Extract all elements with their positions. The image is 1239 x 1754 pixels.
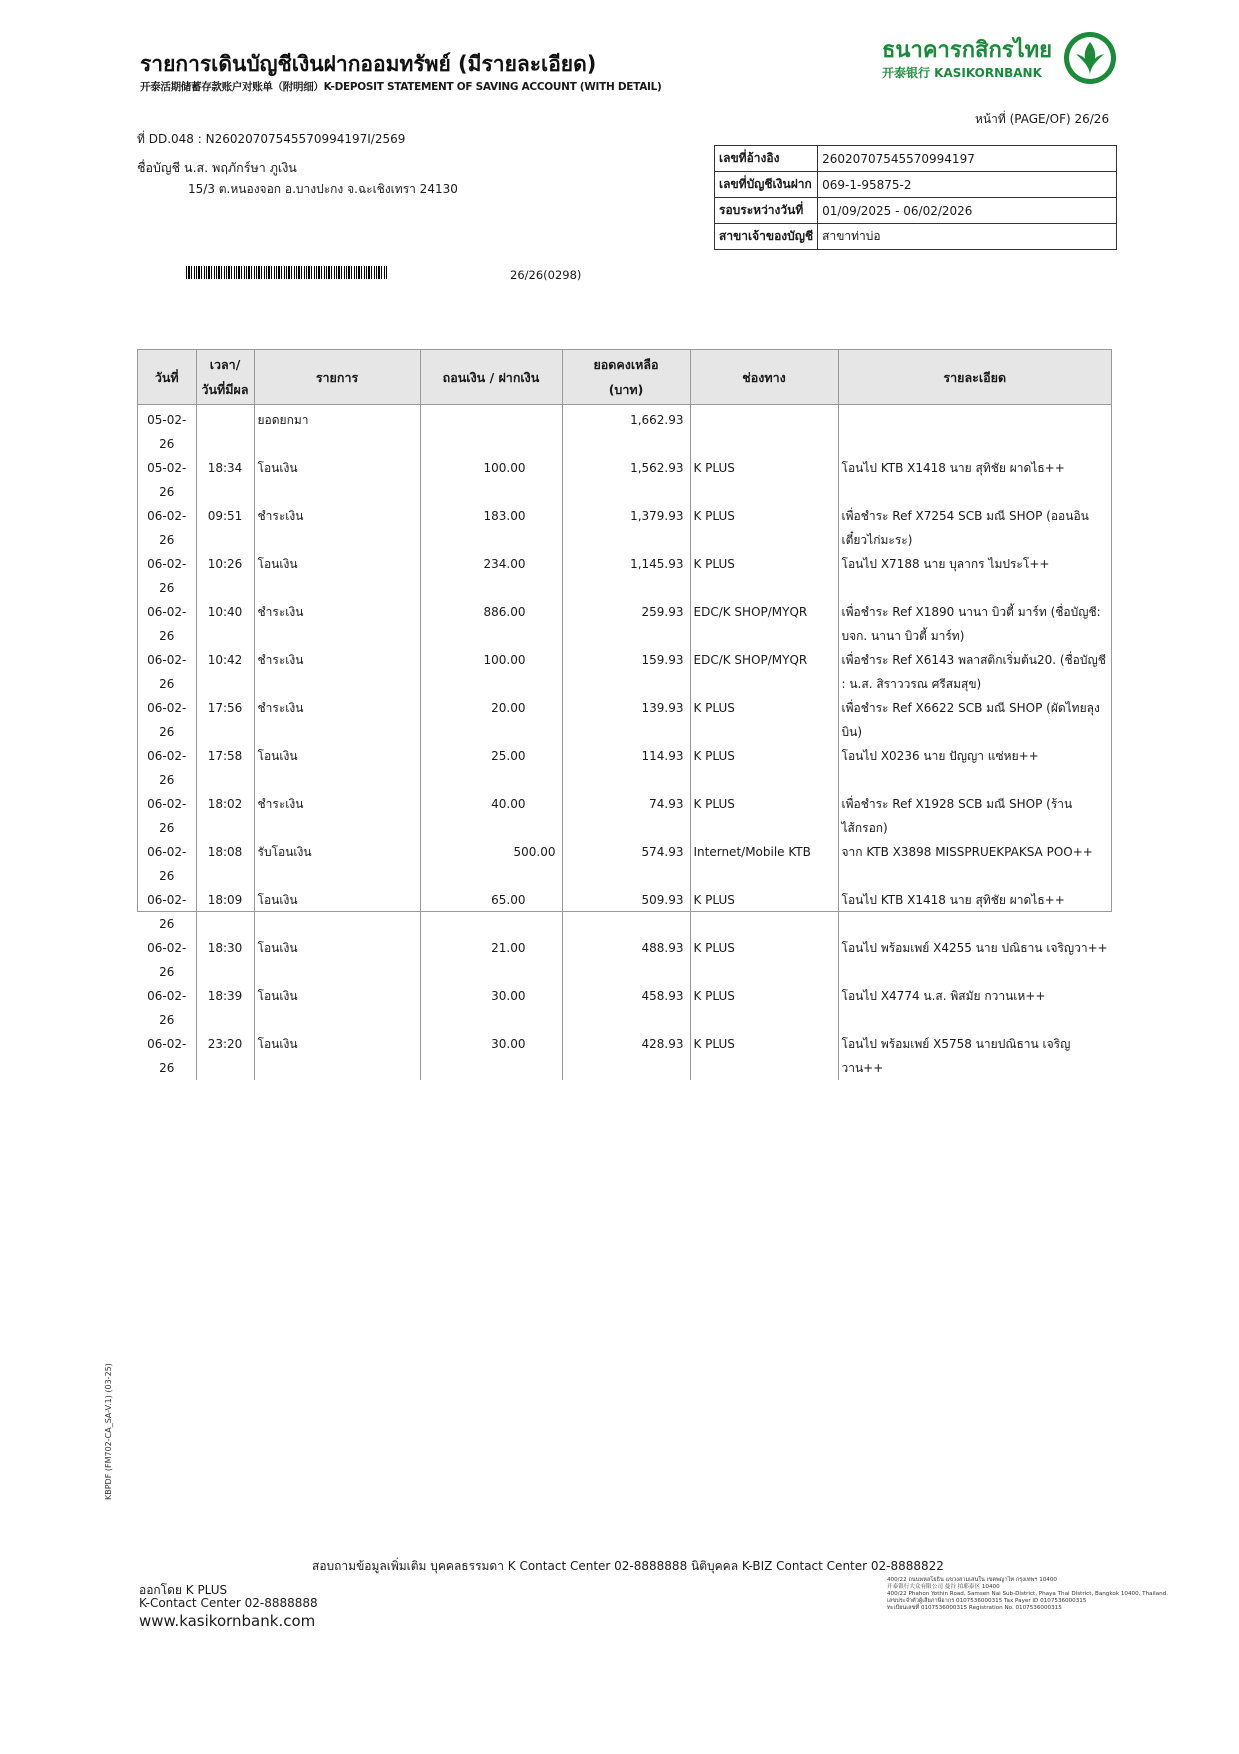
row-item: ชำระเงิน (254, 696, 420, 744)
bank-address-line: 400/22 Phahon Yothin Road, Samsen Nai Sub-District, Phaya Thai District, Bangkok 10400, Thailand. (887, 1591, 1168, 1597)
row-balance: 1,562.93 (562, 456, 690, 504)
row-item: ชำระเงิน (254, 504, 420, 552)
row-balance: 159.93 (562, 648, 690, 696)
page-number: หน้าที่ (PAGE/OF) 26/26 (975, 112, 1110, 126)
row-item: ยอดยกมา (254, 405, 420, 457)
info-row (715, 198, 1117, 224)
row-item: โอนเงิน (254, 1032, 420, 1080)
row-time: 18:30 (196, 936, 254, 984)
bank-address-line: 开泰银行大众有限公司 曼谷 拍耶泰区 10400 (887, 1584, 1000, 1590)
row-item: ชำระเงิน (254, 792, 420, 840)
row-channel: EDC/K SHOP/MYQR (690, 600, 838, 648)
row-item: รับโอนเงิน (254, 840, 420, 888)
account-name: ชื่อบัญชี น.ส. พฤภักร์ษา ภูเงิน (137, 160, 297, 175)
row-date: 06-02-26 (138, 552, 196, 600)
logo-text-en: 开泰银行 KASIKORNBANK (882, 66, 1042, 80)
row-amount: 183.00 (420, 504, 562, 552)
row-balance: 509.93 (562, 888, 690, 936)
column-header-detail: รายละเอียด (838, 350, 1111, 405)
row-amount: 100.00 (420, 456, 562, 504)
table-row (138, 648, 1111, 696)
row-item: โอนเงิน (254, 936, 420, 984)
info-value: 069-1-95875-2 (818, 172, 1117, 198)
row-item: โอนเงิน (254, 456, 420, 504)
table-row (138, 552, 1111, 600)
row-balance: 139.93 (562, 696, 690, 744)
row-channel: K PLUS (690, 552, 838, 600)
row-channel: K PLUS (690, 936, 838, 984)
row-channel: K PLUS (690, 456, 838, 504)
form-code: KBPDF (FM702-CA_SA-V.1) (03-25) (104, 1363, 113, 1500)
bank-address-line: เลขประจำตัวผู้เสียภาษีอากร 0107536000315 Tax Payer ID 0107536000315 (887, 1598, 1087, 1604)
row-date: 05-02-26 (138, 405, 196, 457)
row-time: 17:58 (196, 744, 254, 792)
row-balance: 1,662.93 (562, 405, 690, 457)
info-row (715, 224, 1117, 250)
info-row (715, 146, 1117, 172)
table-row (138, 405, 1111, 457)
info-row (715, 172, 1117, 198)
row-time: 23:20 (196, 1032, 254, 1080)
row-time: 18:39 (196, 984, 254, 1032)
table-row (138, 600, 1111, 648)
header-balance-line2: (บาท) (608, 382, 644, 397)
row-amount: 30.00 (420, 984, 562, 1032)
info-label: เลขที่อ้างอิง (715, 146, 818, 172)
statement-subtitle: 开泰活期储蓄存款账户对账单（附明细）K-DEPOSIT STATEMENT OF SAVING ACCOUNT (WITH DETAIL) (140, 81, 662, 93)
row-amount: 234.00 (420, 552, 562, 600)
row-date: 06-02-26 (138, 696, 196, 744)
column-header-channel: ช่องทาง (690, 350, 838, 405)
info-value: สาขาท่าบ่อ (818, 224, 1117, 250)
row-amount: 65.00 (420, 888, 562, 936)
info-label: เลขที่บัญชีเงินฝาก (715, 172, 818, 198)
table-row (138, 456, 1111, 504)
row-balance: 74.93 (562, 792, 690, 840)
info-label: สาขาเจ้าของบัญชี (715, 224, 818, 250)
row-detail: โอนไป X0236 นาย ปัญญา แซ่หย++ (841, 749, 1039, 763)
row-balance: 574.93 (562, 840, 690, 888)
kasikornbank-logo (882, 30, 1122, 90)
bank-address-line: ทะเบียนเลขที่ 0107536000315 Registration No. 0107536000315 (887, 1605, 1062, 1611)
bank-leaf-icon (1062, 30, 1118, 86)
row-detail: เพื่อชำระ Ref X6622 SCB มณี SHOP (ผัดไทยลุงบิน) (841, 701, 1100, 739)
issued-by: ออกโดย K PLUS (139, 1583, 228, 1597)
logo-text-th: ธนาคารกสิกรไทย (882, 38, 1053, 63)
row-channel: K PLUS (690, 504, 838, 552)
row-item: โอนเงิน (254, 888, 420, 936)
bank-address-line: 400/22 ถนนพหลโยธิน แขวงสามเสนใน เขตพญาไท กรุงเทพฯ 10400 (887, 1577, 1057, 1583)
row-channel (690, 405, 838, 457)
row-time: 18:08 (196, 840, 254, 888)
row-time: 18:34 (196, 456, 254, 504)
row-date: 06-02-26 (138, 840, 196, 888)
row-date: 06-02-26 (138, 744, 196, 792)
row-channel: K PLUS (690, 792, 838, 840)
table-row (138, 792, 1111, 840)
row-date: 05-02-26 (138, 456, 196, 504)
row-amount: 20.00 (420, 696, 562, 744)
row-detail: เพื่อชำระ Ref X7254 SCB มณี SHOP (ออนอินเตี๋ยวไก่มะระ) (841, 509, 1089, 547)
row-detail: โอนไป พร้อมเพย์ X5758 นายปณิธาน เจริญวาน++ (841, 1037, 1071, 1075)
barcode (186, 266, 388, 279)
column-header-date: วันที่ (138, 350, 196, 405)
column-header-amount: ถอนเงิน / ฝากเงิน (420, 350, 562, 405)
info-value: 26020707545570994197 (818, 146, 1117, 172)
row-balance: 458.93 (562, 984, 690, 1032)
row-amount: 25.00 (420, 744, 562, 792)
table-row (138, 504, 1111, 552)
column-header-balance (562, 350, 690, 405)
row-time (196, 405, 254, 457)
row-time: 18:02 (196, 792, 254, 840)
row-channel: K PLUS (690, 984, 838, 1032)
table-row (138, 984, 1111, 1032)
row-amount: 21.00 (420, 936, 562, 984)
row-balance: 259.93 (562, 600, 690, 648)
info-value: 01/09/2025 - 06/02/2026 (818, 198, 1117, 224)
row-time: 18:09 (196, 888, 254, 936)
row-date: 06-02-26 (138, 648, 196, 696)
header-balance-line1: ยอดคงเหลือ (593, 357, 659, 372)
row-detail: เพื่อชำระ Ref X1890 นานา บิวตี้ มาร์ท (ชื่อบัญชี: บจก. นานา บิวตี้ มาร์ท) (841, 605, 1101, 643)
contact-info: สอบถามข้อมูลเพิ่มเติม บุคคลธรรมดา K Contact Center 02-8888888 นิติบุคคล K-BIZ Contact Center 02-8888822 (312, 1559, 944, 1573)
row-amount: 100.00 (420, 648, 562, 696)
row-balance: 114.93 (562, 744, 690, 792)
document-reference: ที่ DD.048 : N26020707545570994197I/2569 (137, 132, 406, 146)
account-address: 15/3 ต.หนองจอก อ.บางปะกง จ.ฉะเชิงเทรา 24130 (188, 182, 458, 196)
row-item: โอนเงิน (254, 984, 420, 1032)
row-date: 06-02-26 (138, 888, 196, 936)
row-date: 06-02-26 (138, 600, 196, 648)
row-detail: โอนไป KTB X1418 นาย สุทิชัย ผาดไธ++ (841, 461, 1065, 475)
row-time: 10:26 (196, 552, 254, 600)
row-item: ชำระเงิน (254, 648, 420, 696)
row-amount: 500.00 (420, 840, 562, 888)
barcode-number: 26/26(0298) (510, 268, 582, 282)
row-detail (838, 405, 1111, 457)
row-date: 06-02-26 (138, 1032, 196, 1080)
transaction-table-frame (137, 349, 1112, 1075)
table-row (138, 936, 1111, 984)
header-time-line2: วันที่มีผล (201, 382, 249, 397)
account-info-box (714, 145, 1117, 250)
row-time: 10:40 (196, 600, 254, 648)
statement-title: รายการเดินบัญชีเงินฝากออมทรัพย์ (มีรายละเอียด) (140, 52, 597, 76)
website-link[interactable]: www.kasikornbank.com (139, 1612, 316, 1630)
row-channel: K PLUS (690, 744, 838, 792)
row-time: 17:56 (196, 696, 254, 744)
row-channel: Internet/Mobile KTB (690, 840, 838, 888)
table-row (138, 696, 1111, 744)
column-header-time (196, 350, 254, 405)
row-channel: K PLUS (690, 1032, 838, 1080)
table-header-row (138, 350, 1111, 405)
row-amount: 40.00 (420, 792, 562, 840)
row-item: โอนเงิน (254, 552, 420, 600)
contact-center: K-Contact Center 02-8888888 (139, 1596, 318, 1610)
row-time: 09:51 (196, 504, 254, 552)
row-amount (420, 405, 562, 457)
info-label: รอบระหว่างวันที่ (715, 198, 818, 224)
column-header-item: รายการ (254, 350, 420, 405)
row-amount: 30.00 (420, 1032, 562, 1080)
row-date: 06-02-26 (138, 936, 196, 984)
row-date: 06-02-26 (138, 984, 196, 1032)
table-row (138, 1032, 1111, 1080)
row-balance: 1,379.93 (562, 504, 690, 552)
row-detail: จาก KTB X3898 MISSPRUEKPAKSA POO++ (841, 845, 1093, 859)
row-detail: โอนไป X4774 น.ส. พิสมัย กวานเห++ (841, 989, 1046, 1003)
table-row (138, 744, 1111, 792)
row-detail: โอนไป X7188 นาย บุลากร ไมประโ++ (841, 557, 1050, 571)
row-time: 10:42 (196, 648, 254, 696)
row-channel: K PLUS (690, 888, 838, 936)
row-channel: K PLUS (690, 696, 838, 744)
row-balance: 1,145.93 (562, 552, 690, 600)
row-channel: EDC/K SHOP/MYQR (690, 648, 838, 696)
row-detail: เพื่อชำระ Ref X6143 พลาสติกเริ่มต้น20. (ชื่อบัญชี : น.ส. สิราววรณ ศรีสมสุข) (841, 653, 1106, 691)
row-item: ชำระเงิน (254, 600, 420, 648)
row-date: 06-02-26 (138, 792, 196, 840)
row-detail: เพื่อชำระ Ref X1928 SCB มณี SHOP (ร้านไส้กรอก) (841, 797, 1073, 835)
row-balance: 488.93 (562, 936, 690, 984)
row-item: โอนเงิน (254, 744, 420, 792)
row-detail: โอนไป KTB X1418 นาย สุทิชัย ผาดไธ++ (841, 893, 1065, 907)
transaction-table (138, 350, 1111, 1080)
table-row (138, 888, 1111, 936)
row-amount: 886.00 (420, 600, 562, 648)
header-time-line1: เวลา/ (209, 357, 241, 372)
row-date: 06-02-26 (138, 504, 196, 552)
row-detail: โอนไป พร้อมเพย์ X4255 นาย ปณิธาน เจริญวา++ (841, 941, 1108, 955)
table-row (138, 840, 1111, 888)
row-balance: 428.93 (562, 1032, 690, 1080)
